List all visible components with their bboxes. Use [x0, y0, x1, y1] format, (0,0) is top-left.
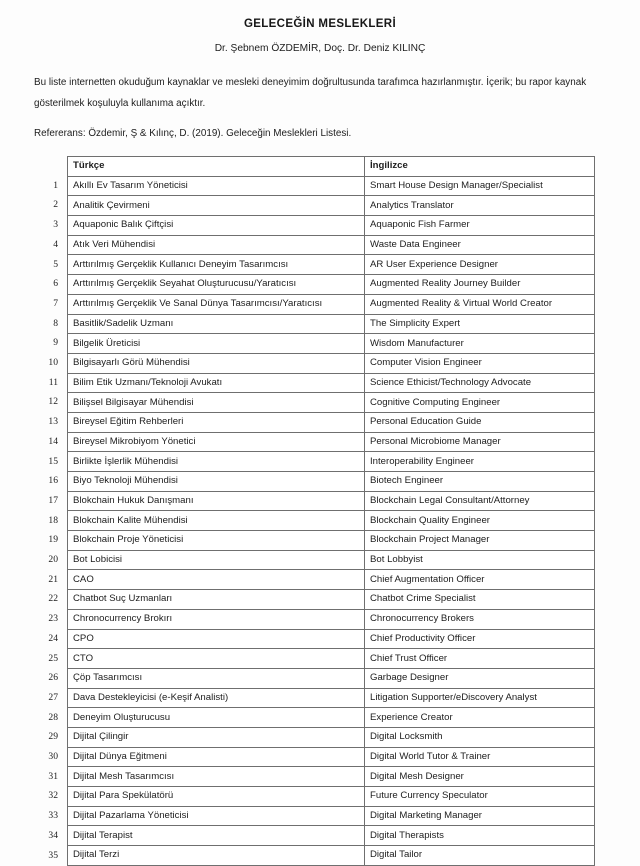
row-number: 4 [53, 238, 58, 250]
cell-turkish: Bot Lobicisi [68, 550, 365, 570]
page-title: GELECEĞİN MESLEKLERİ [243, 18, 397, 30]
row-number: 14 [48, 435, 58, 447]
cell-turkish: Arttırılmış Gerçeklik Kullanıcı Deneyim Tasarımcısı [68, 255, 365, 275]
cell-english: The Simplicity Expert [365, 314, 595, 334]
row-number: 33 [48, 810, 58, 822]
cell-english: Chief Trust Officer [365, 649, 595, 669]
table-row [68, 216, 595, 236]
row-number: 27 [48, 691, 58, 703]
table-row [68, 826, 595, 846]
cell-turkish: Bireysel Mikrobiyom Yönetici [68, 432, 365, 452]
row-number: 12 [48, 396, 58, 408]
cell-turkish: Analitik Çevirmeni [68, 196, 365, 216]
cell-turkish: Blokchain Hukuk Danışmanı [68, 491, 365, 511]
table-row [68, 373, 595, 393]
cell-english: Digital Tailor [365, 846, 595, 866]
cell-turkish: CPO [68, 629, 365, 649]
table-row [68, 629, 595, 649]
table-row [68, 570, 595, 590]
column-header-english: İngilizce [365, 157, 595, 177]
table-row [68, 846, 595, 866]
cell-turkish: Bilgelik Üreticisi [68, 334, 365, 354]
cell-english: Digital Marketing Manager [365, 806, 595, 826]
table-row [68, 255, 595, 275]
table-row [68, 393, 595, 413]
cell-turkish: Bilişsel Bilgisayar Mühendisi [68, 393, 365, 413]
table-row [68, 727, 595, 747]
cell-english: Blockchain Project Manager [365, 531, 595, 551]
table-row [68, 196, 595, 216]
cell-english: Interoperability Engineer [365, 452, 595, 472]
row-number: 1 [53, 179, 58, 191]
row-number: 8 [53, 317, 58, 329]
cell-english: AR User Experience Designer [365, 255, 595, 275]
table-row [68, 353, 595, 373]
cell-english: Digital Therapists [365, 826, 595, 846]
row-number: 28 [48, 711, 58, 723]
table-body [68, 176, 595, 865]
row-number: 32 [48, 790, 58, 802]
cell-english: Digital World Tutor & Trainer [365, 747, 595, 767]
table-row [68, 747, 595, 767]
table-row [68, 432, 595, 452]
cell-english: Biotech Engineer [365, 472, 595, 492]
professions-table [67, 156, 595, 866]
table-row [68, 590, 595, 610]
table-row [68, 275, 595, 295]
table-row [68, 314, 595, 334]
row-number: 17 [48, 494, 58, 506]
table-row [68, 176, 595, 196]
row-number: 2 [53, 199, 58, 211]
cell-english: Litigation Supporter/eDiscovery Analyst [365, 688, 595, 708]
cell-english: Science Ethicist/Technology Advocate [365, 373, 595, 393]
cell-english: Chatbot Crime Specialist [365, 590, 595, 610]
cell-english: Smart House Design Manager/Specialist [365, 176, 595, 196]
row-number: 20 [48, 554, 58, 565]
row-number: 29 [48, 731, 58, 743]
cell-turkish: Bilim Etik Uzmanı/Teknoloji Avukatı [68, 373, 365, 393]
table-row [68, 511, 595, 531]
cell-english: Digital Mesh Designer [365, 767, 595, 787]
row-number: 10 [48, 357, 58, 368]
table-header [68, 157, 595, 177]
row-number: 7 [53, 297, 58, 309]
row-number: 22 [48, 593, 58, 605]
row-number: 24 [48, 632, 58, 644]
cell-english: Cognitive Computing Engineer [365, 393, 595, 413]
table-row [68, 688, 595, 708]
cell-turkish: Bireysel Eğitim Rehberleri [68, 412, 365, 432]
cell-english: Chief Augmentation Officer [365, 570, 595, 590]
row-number: 5 [53, 258, 58, 270]
table-row [68, 649, 595, 669]
cell-english: Waste Data Engineer [365, 235, 595, 255]
cell-turkish: Chronocurrency Brokırı [68, 609, 365, 629]
cell-english: Augmented Reality & Virtual World Creator [365, 294, 595, 314]
table-row [68, 708, 595, 728]
row-number: 34 [48, 829, 58, 841]
row-number: 26 [48, 672, 58, 684]
cell-english: Wisdom Manufacturer [365, 334, 595, 354]
row-number: 30 [48, 751, 58, 762]
row-number: 16 [48, 475, 58, 487]
row-number: 21 [48, 573, 58, 585]
table-row [68, 452, 595, 472]
row-number: 13 [48, 416, 58, 428]
row-number: 19 [48, 534, 58, 546]
cell-turkish: Blokchain Proje Yöneticisi [68, 531, 365, 551]
cell-turkish: Dijital Terapist [68, 826, 365, 846]
cell-turkish: Biyo Teknoloji Mühendisi [68, 472, 365, 492]
cell-turkish: Dijital Para Spekülatörü [68, 787, 365, 807]
cell-turkish: Dava Destekleyicisi (e-Keşif Analisti) [68, 688, 365, 708]
column-header-turkish: Türkçe [68, 157, 365, 177]
row-number: 31 [48, 770, 58, 782]
cell-turkish: Arttırılmış Gerçeklik Seyahat Oluşturucusu/Yaratıcısı [68, 275, 365, 295]
cell-turkish: Dijital Terzi [68, 846, 365, 866]
cell-turkish: Deneyim Oluşturucusu [68, 708, 365, 728]
row-number: 11 [48, 376, 58, 388]
cell-turkish: Blokchain Kalite Mühendisi [68, 511, 365, 531]
table-row [68, 767, 595, 787]
cell-turkish: Atık Veri Mühendisi [68, 235, 365, 255]
document-authors: Dr. Şebnem ÖZDEMİR, Doç. Dr. Deniz KILINÇ [214, 43, 426, 54]
table-row [68, 550, 595, 570]
row-number: 23 [48, 613, 58, 625]
table-row [68, 235, 595, 255]
cell-turkish: Dijital Dünya Eğitmeni [68, 747, 365, 767]
cell-turkish: CTO [68, 649, 365, 669]
cell-turkish: Çöp Tasarımcısı [68, 668, 365, 688]
cell-english: Bot Lobbyist [365, 550, 595, 570]
row-number: 15 [48, 455, 58, 467]
cell-english: Blockchain Quality Engineer [365, 511, 595, 531]
cell-english: Augmented Reality Journey Builder [365, 275, 595, 295]
table-row [68, 609, 595, 629]
cell-turkish: Aquaponic Balık Çiftçisi [68, 216, 365, 236]
document-intro-paragraph: Bu liste internetten okuduğum kaynaklar ve mesleki deneyimim doğrultusunda tarafımca hazırlanmıştır. İçerik; bu rapor kaynak gösterilmek koşuluyla kullanıma açıktır. [34, 77, 587, 109]
cell-turkish: Arttırılmış Gerçeklik Ve Sanal Dünya Tasarımcısı/Yaratıcısı [68, 294, 365, 314]
row-number: 9 [53, 337, 58, 349]
table-header-row [68, 157, 595, 177]
table-row [68, 472, 595, 492]
row-number: 18 [48, 514, 58, 526]
table-row [68, 531, 595, 551]
cell-english: Aquaponic Fish Farmer [365, 216, 595, 236]
table-row [68, 787, 595, 807]
cell-english: Analytics Translator [365, 196, 595, 216]
cell-turkish: Basitlik/Sadelik Uzmanı [68, 314, 365, 334]
cell-english: Garbage Designer [365, 668, 595, 688]
cell-english: Computer Vision Engineer [365, 353, 595, 373]
cell-english: Digital Locksmith [365, 727, 595, 747]
cell-turkish: Dijital Çilingir [68, 727, 365, 747]
table-row [68, 294, 595, 314]
row-number: 35 [48, 849, 58, 861]
table-row [68, 806, 595, 826]
cell-english: Chronocurrency Brokers [365, 609, 595, 629]
cell-english: Future Currency Speculator [365, 787, 595, 807]
cell-turkish: Akıllı Ev Tasarım Yöneticisi [68, 176, 365, 196]
cell-turkish: CAO [68, 570, 365, 590]
table-row [68, 668, 595, 688]
row-number: 25 [48, 652, 58, 664]
cell-english: Experience Creator [365, 708, 595, 728]
cell-english: Chief Productivity Officer [365, 629, 595, 649]
row-number: 3 [53, 219, 58, 231]
document-reference: Refererans: Özdemir, Ş & Kılınç, D. (2019). Geleceğin Meslekleri Listesi. [34, 128, 352, 139]
cell-english: Personal Microbiome Manager [365, 432, 595, 452]
cell-turkish: Dijital Pazarlama Yöneticisi [68, 806, 365, 826]
cell-turkish: Chatbot Suç Uzmanları [68, 590, 365, 610]
table-row [68, 334, 595, 354]
cell-turkish: Bilgisayarlı Görü Mühendisi [68, 353, 365, 373]
table-row [68, 491, 595, 511]
cell-turkish: Birlikte İşlerlik Mühendisi [68, 452, 365, 472]
table-row [68, 412, 595, 432]
row-number: 6 [53, 278, 58, 290]
cell-english: Blockchain Legal Consultant/Attorney [365, 491, 595, 511]
cell-english: Personal Education Guide [365, 412, 595, 432]
professions-table-container [0, 156, 640, 866]
cell-turkish: Dijital Mesh Tasarımcısı [68, 767, 365, 787]
